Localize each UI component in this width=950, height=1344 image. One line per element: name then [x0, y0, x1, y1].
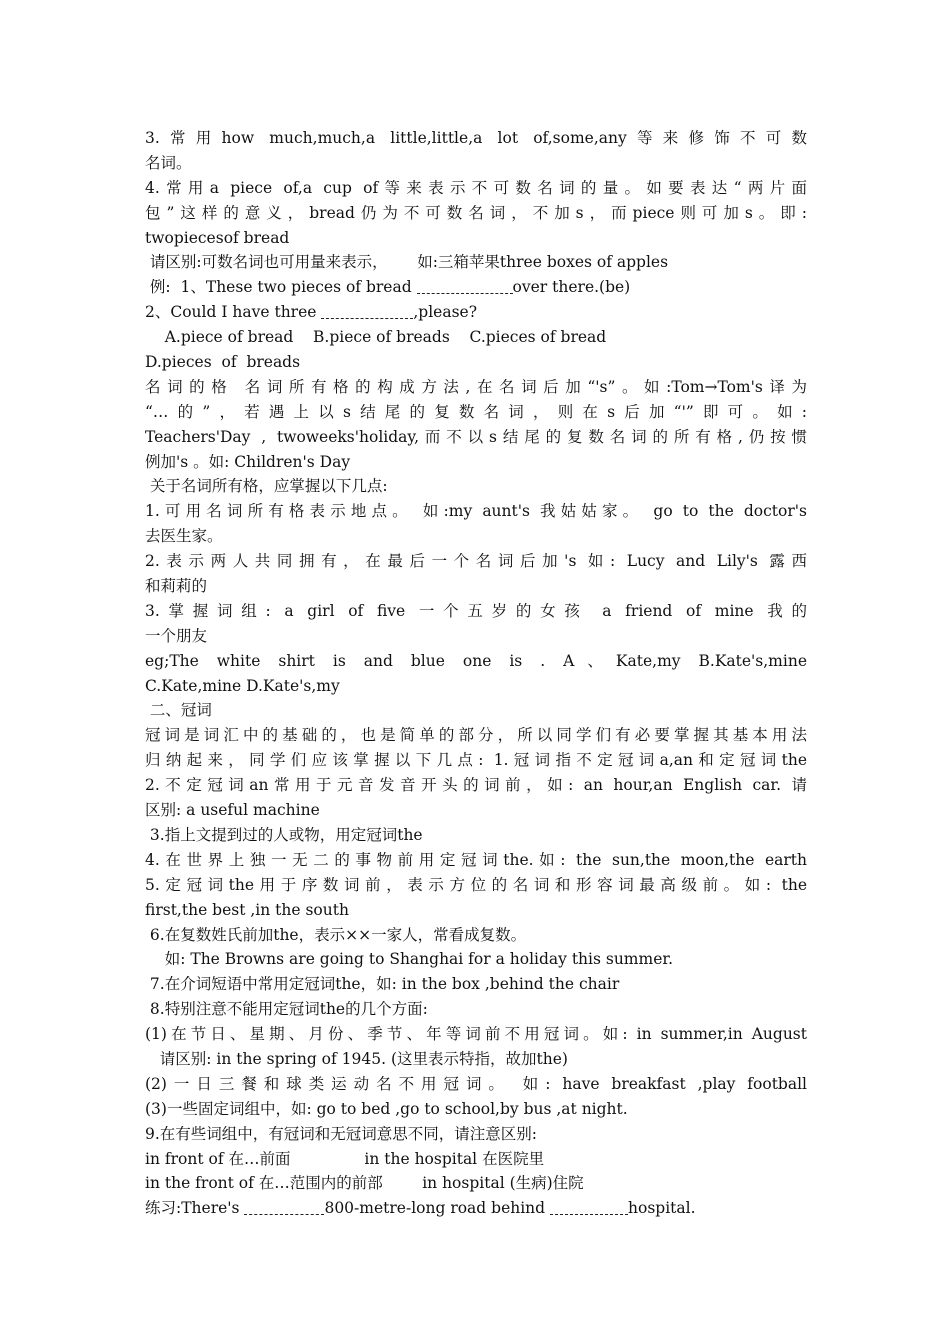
text-line: 5.定冠词the用于序数词前，表示方位的名词和形容词最高级前。如: the — [145, 875, 807, 894]
text-line: 2、Could I have three — [145, 303, 322, 322]
text-line: 2.表示两人共同拥有，在最后一个名词后加's 如: Lucy and Lily's 露西 — [145, 552, 807, 571]
text-line: 6.在复数姓氏前加the，表示××一家人，常看成复数。 — [145, 925, 527, 944]
text-line: 区别: a useful machine — [145, 801, 320, 820]
text-line: (3)一些固定词组中，如: go to bed ,go to school,by bus ,at night. — [145, 1099, 628, 1118]
exercise-line — [145, 300, 807, 325]
text-line: 一个朋友 — [145, 626, 208, 645]
text-line: 冠词是词汇中的基础的，也是简单的部分，所以同学们有必要掌握其基本用法 — [145, 726, 807, 745]
text-line: 例: 1、These two pieces of bread — [145, 278, 417, 297]
exercise-line — [145, 275, 807, 300]
text-line: (2)一日三餐和球类运动名不用冠词。 如: have breakfast ,play football — [145, 1074, 807, 1093]
document-body — [145, 126, 807, 1221]
text-line: 3.指上文提到过的人或物，用定冠词the — [145, 825, 423, 844]
text-line: 8.特别注意不能用定冠词the的几个方面: — [145, 1000, 428, 1019]
text-line: 名词。 — [145, 153, 192, 172]
text-line: hospital. — [628, 1199, 696, 1218]
text-line: 4.常用a piece of,a cup of等来表示不可数名词的量。如要表达“两片面 — [145, 178, 807, 197]
text-line: (1)在节日、星期、月份、季节、年等词前不用冠词。如: in summer,in August — [145, 1025, 807, 1044]
answer-blank[interactable] — [550, 1199, 628, 1216]
text-line: 名词的格 名词所有格的构成方法,在名词后加“'s”。如:Tom→Tom's译为 — [145, 377, 807, 396]
choice-line: A.piece of bread B.piece of breads C.pieces of bread — [145, 328, 607, 347]
text-line: 例加's 。如: Children's Day — [145, 452, 351, 471]
text-line: in the front of 在…范围内的前部 in hospital (生病)住院 — [145, 1174, 584, 1193]
text-line: 练习:There's — [145, 1199, 245, 1218]
answer-blank[interactable] — [417, 278, 513, 295]
text-line: first,the best ,in the south — [145, 900, 349, 919]
choice-line: D.pieces of breads — [145, 353, 301, 372]
text-line: 归纳起来，同学们应该掌握以下几点: 1.冠词指不定冠词a,an和定冠词the — [145, 751, 807, 770]
choice-line: eg;The white shirt is and blue one is . A、Kate,my B.Kate's,mine — [145, 651, 807, 670]
text-line: 3.掌握词组: a girl of five 一个五岁的女孩 a friend of mine 我的 — [145, 601, 807, 620]
text-line: 3.常用how much,much,a little,little,a lot of,some,any等来修饰不可数 — [145, 129, 807, 147]
text-line: “…的”，若遇上以s结尾的复数名词，则在s后加“'”即可。如: — [145, 402, 807, 421]
text-line: over there.(be) — [512, 278, 631, 297]
answer-blank[interactable] — [244, 1199, 324, 1216]
text-line: in front of 在…前面 in the hospital 在医院里 — [145, 1149, 545, 1168]
answer-blank[interactable] — [321, 303, 413, 320]
text-line: Teachers'Day , twoweeks'holiday,而不以s结尾的复数名词的所有格,仍按惯 — [145, 427, 807, 446]
text-line: 7.在介词短语中常用定冠词the，如: in the box ,behind the chair — [145, 975, 620, 994]
text-line: 9.在有些词组中，有冠词和无冠词意思不同，请注意区别: — [145, 1124, 538, 1143]
choice-line: C.Kate,mine D.Kate's,my — [145, 676, 340, 695]
text-line: 4.在世界上独一无二的事物前用定冠词the.如: the sun,the moon,the earth — [145, 850, 807, 869]
text-line: 请区别: in the spring of 1945. (这里表示特指，故加the) — [145, 1049, 568, 1068]
text-line: ,please? — [413, 303, 478, 322]
exercise-line — [145, 1196, 807, 1221]
text-line: 和莉莉的 — [145, 577, 208, 596]
text-line: 去医生家。 — [145, 527, 223, 546]
text-line: 如: The Browns are going to Shanghai for a holiday this summer. — [145, 950, 674, 969]
section-heading: 二、冠词 — [145, 701, 212, 720]
text-line: 请区别:可数名词也可用量来表示， 如:三箱苹果three boxes of apples — [145, 253, 669, 272]
text-line: 1.可用名词所有格表示地点。 如:my aunt's 我姑姑家。 go to the doctor's — [145, 502, 807, 521]
text-line: 2.不定冠词an常用于元音发音开头的词前，如: an hour,an English car. 请 — [145, 776, 807, 795]
text-line: 800-metre-long road behind — [324, 1199, 551, 1218]
text-line: 关于名词所有格，应掌握以下几点: — [145, 477, 388, 496]
text-line: 包”这样的意义，bread仍为不可数名词，不加s，而piece则可加s。即: — [145, 203, 807, 222]
text-line: twopiecesof bread — [145, 228, 290, 247]
